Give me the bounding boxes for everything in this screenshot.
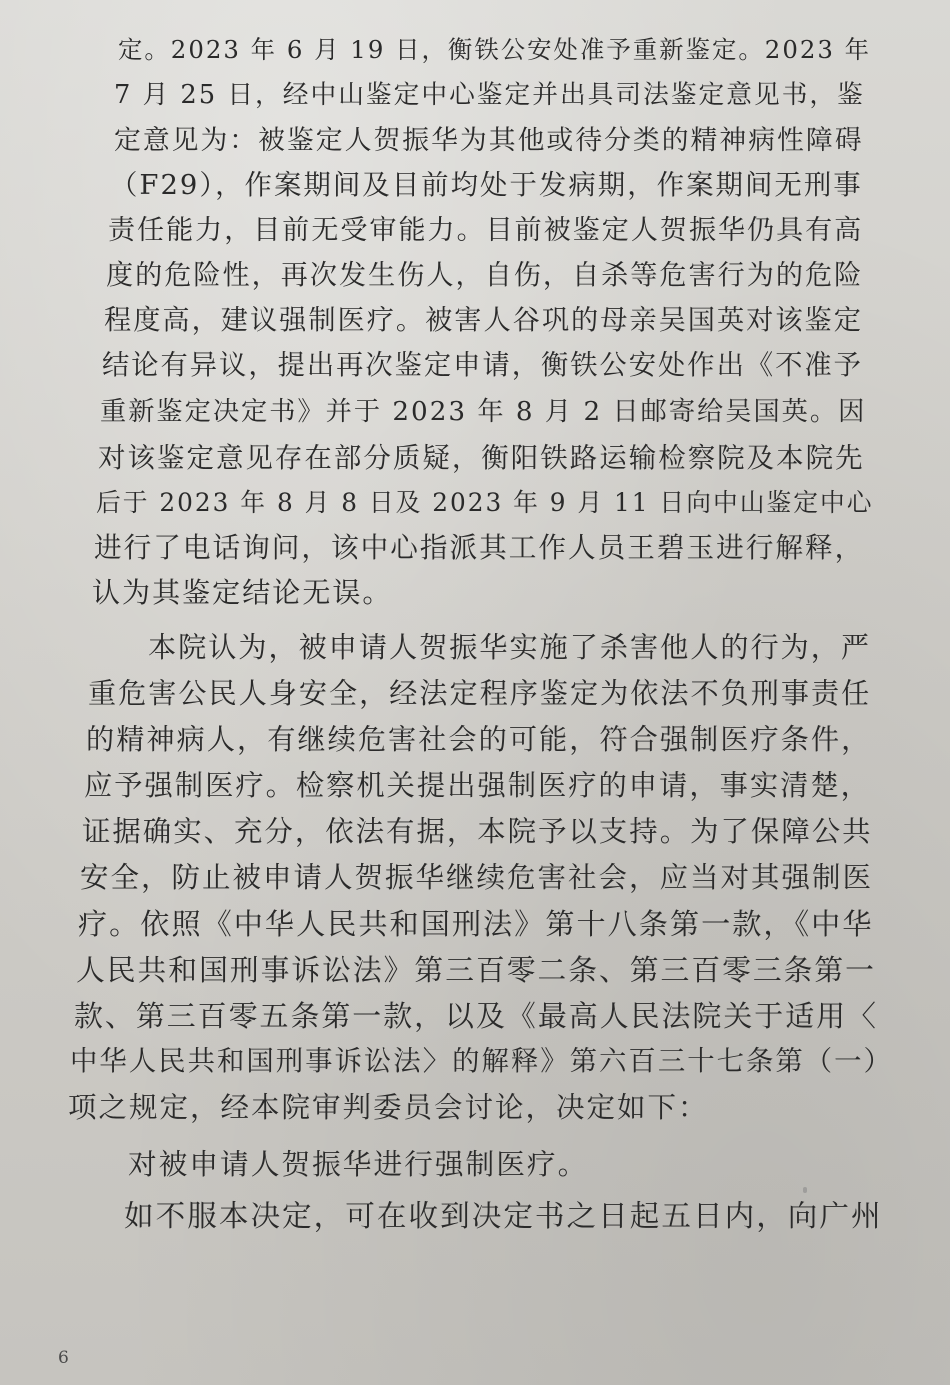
text-line: 定。2023 年 6 月 19 日，衡铁公安处准予重新鉴定。2023 年 bbox=[118, 35, 872, 64]
text-line: 重危害公民人身安全，经法定程序鉴定为依法不负刑事责任 bbox=[88, 677, 872, 710]
text-line: 认为其鉴定结论无误。 bbox=[92, 576, 393, 609]
paper-speck bbox=[803, 1187, 807, 1193]
text-line: 责任能力，目前无受审能力。目前被鉴定人贺振华仍具有高 bbox=[108, 215, 864, 246]
text-line: 后于 2023 年 8 月 8 日及 2023 年 9 月 11 日向中山鉴定中心 bbox=[96, 488, 874, 517]
text-line: 人民共和国刑事诉讼法》第三百零二条、第三百零三条第一 bbox=[76, 953, 876, 987]
text-line: 疗。依照《中华人民共和国刑法》第十八条第一款，《中华 bbox=[78, 907, 874, 941]
text-line: 结论有异议，提出再次鉴定申请，衡铁公安处作出《不准予 bbox=[102, 350, 863, 381]
text-line: 的精神病人，有继续危害社会的可能，符合强制医疗条件， bbox=[86, 723, 872, 756]
text-line: 进行了电话询问，该中心指派其工作人员王碧玉进行解释， bbox=[94, 531, 865, 564]
text-line: 项之规定，经本院审判委员会讨论，决定如下： bbox=[68, 1091, 709, 1124]
text-line: 本院认为，被申请人贺振华实施了杀害他人的行为，严 bbox=[148, 631, 872, 664]
text-line: 程度高，建议强制医疗。被害人谷巩的母亲吴国英对该鉴定 bbox=[104, 305, 863, 336]
text-line: 对该鉴定意见存在部分质疑，衡阳铁路运输检察院及本院先 bbox=[98, 442, 865, 474]
text-line: 中华人民共和国刑事诉讼法〉的解释》第六百三十七条第（一） bbox=[70, 1046, 893, 1077]
text-line: 证据确实、充分，依法有据，本院予以支持。为了保障公共 bbox=[82, 815, 873, 848]
text-line: 款、第三百零五条第一款，以及《最高人民法院关于适用〈 bbox=[74, 999, 878, 1033]
text-line: 7 月 25 日，经中山鉴定中心鉴定并出具司法鉴定意见书，鉴 bbox=[114, 80, 865, 110]
page-number: 6 bbox=[58, 1348, 69, 1368]
text-line: 重新鉴定决定书》并于 2023 年 8 月 2 日邮寄给吴国英。因 bbox=[100, 397, 867, 427]
text-line: （F29），作案期间及目前均处于发病期，作案期间无刑事 bbox=[110, 170, 863, 201]
text-line: 定意见为：被鉴定人贺振华为其他或待分类的精神病性障碍 bbox=[114, 125, 864, 156]
text-line: 应予强制医疗。检察机关提出强制医疗的申请，事实清楚， bbox=[84, 769, 871, 802]
text-line: 安全，防止被申请人贺振华继续危害社会，应当对其强制医 bbox=[80, 861, 874, 894]
text-line: 度的危险性，再次发生伤人，自伤，自杀等危害行为的危险 bbox=[106, 260, 864, 291]
text-line: 如不服本决定，可在收到决定书之日起五日内，向广州 bbox=[124, 1199, 883, 1233]
text-line: 对被申请人贺振华进行强制医疗。 bbox=[128, 1147, 589, 1181]
